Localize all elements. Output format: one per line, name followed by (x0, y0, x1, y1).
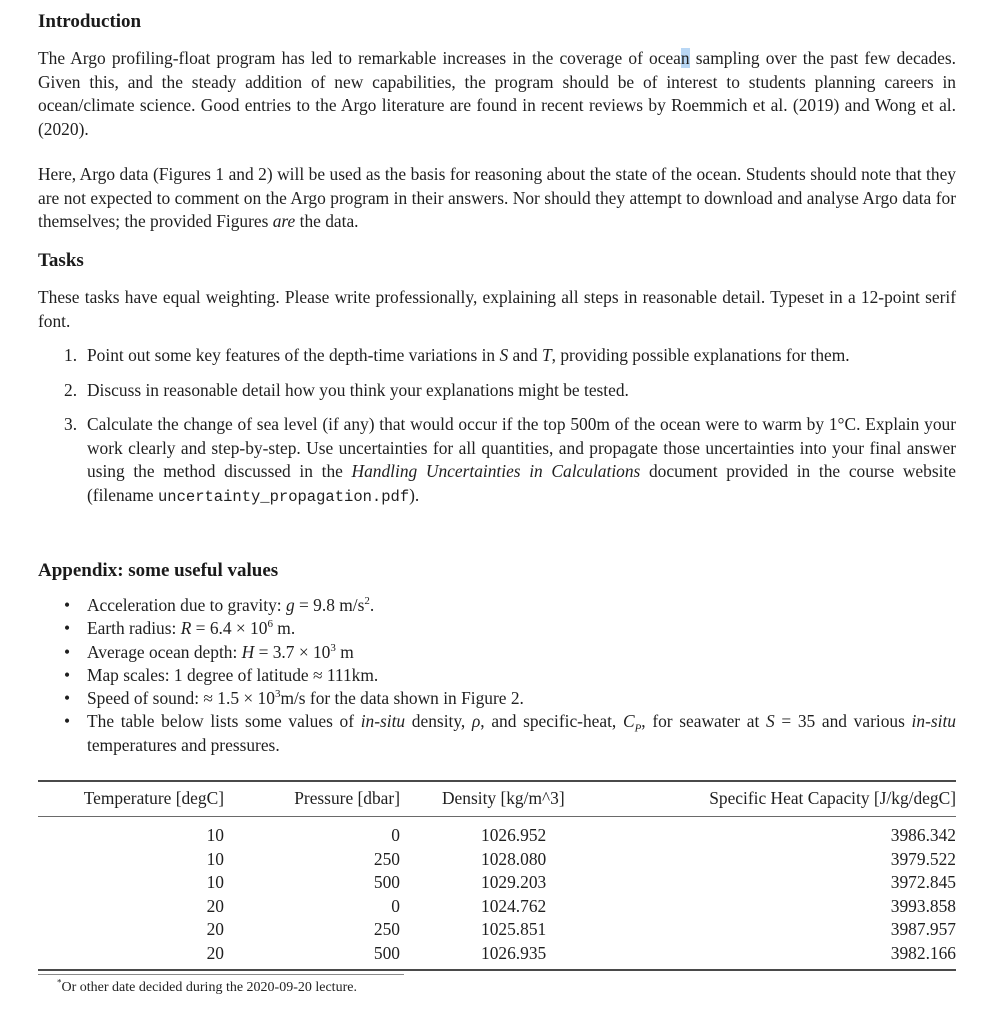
item-label: Average ocean depth: (87, 641, 242, 662)
task-text: ). (409, 484, 420, 505)
cell-temperature: 10 (206, 825, 224, 845)
task-text: Discuss in reasonable detail how you think your explanations might be tested. (87, 379, 629, 400)
item-value: = 9.8 m/s (294, 595, 365, 615)
appendix-item-gravity (38, 594, 956, 617)
cell-density: 1025.851 (481, 919, 547, 939)
table-row (38, 942, 956, 970)
intro-p2-text-b: the data. (295, 211, 359, 231)
task-number: 1. (64, 345, 78, 365)
cell-pressure: 0 (391, 825, 400, 845)
appendix-list (38, 594, 956, 757)
italic-term: in-situ (360, 711, 406, 732)
intro-paragraph-2 (38, 163, 956, 234)
footnote (57, 977, 357, 996)
task-text: , providing possible explanations for them. (551, 345, 850, 365)
cell-density: 1029.203 (481, 872, 547, 892)
item-tail: m/s for the data shown in Figure 2. (280, 688, 524, 709)
cell-density: 1026.952 (481, 825, 547, 845)
cell-temperature: 20 (206, 942, 224, 963)
text-selection-highlight[interactable]: n (680, 48, 690, 68)
item-label: Speed of sound: ≈ 1.5 × 10 (87, 688, 275, 709)
superscript: 2 (364, 595, 370, 608)
item-text: = 35 and various (774, 711, 912, 732)
intro-p2-text-a: Here, Argo data (Figures 1 and 2) will be used as the basis for reasoning about the state of the ocean. Students should note that they are not expected to comment on the Argo program in their answers. Nor should they attempt to download and analyse Argo data for themselves; the provided Figures (38, 164, 956, 231)
item-tail: . (369, 595, 375, 615)
superscript: 3 (274, 688, 281, 701)
cell-pressure: 250 (373, 848, 400, 869)
cell-temperature: 10 (206, 848, 224, 869)
task-item-2 (38, 379, 956, 403)
intro-p1-text-a: The Argo profiling-float program has led to remarkable increases in the coverage of ocea (38, 48, 681, 68)
column-header-density: Density [kg/m^3] (442, 788, 565, 808)
column-header-pressure: Pressure [dbar] (294, 788, 400, 808)
bullet-icon: • (64, 618, 71, 639)
footnote-marker: * (57, 977, 62, 988)
cell-specific-heat: 3987.957 (890, 919, 956, 939)
math-rho: ρ (471, 711, 481, 732)
cell-specific-heat: 3986.342 (890, 825, 956, 845)
cell-pressure: 500 (373, 872, 400, 892)
item-text: , and specific-heat, (480, 711, 623, 732)
task-item-3 (38, 413, 956, 509)
math-symbol: H (241, 641, 255, 662)
footnote-separator (38, 974, 404, 975)
cell-pressure: 0 (391, 895, 400, 916)
task-text: Calculate the change of sea level (if any) that would occur if the top 500m of the ocean were to warm by 1°C. Explain your work clearly and step-by-step. Use uncertainties for all quantities, and propagate those uncertainties into your final answer using the method discussed in the (87, 414, 956, 481)
math-s: S (765, 711, 775, 732)
item-tail: m (335, 641, 354, 662)
appendix-item-earth-radius (38, 617, 956, 640)
footnote-text: Or other date decided during the 2020-09-20 lecture. (61, 980, 357, 995)
superscript: 3 (330, 641, 336, 654)
item-value: = 6.4 × 10 (191, 618, 268, 639)
cell-specific-heat: 3979.522 (890, 848, 956, 869)
item-value: = 3.7 × 10 (254, 641, 331, 662)
table-row (38, 918, 956, 942)
item-label: Map scales: 1 degree of latitude ≈ 111km. (87, 664, 379, 685)
table-row (38, 871, 956, 895)
column-header-temperature: Temperature [degC] (83, 788, 224, 808)
superscript: 6 (267, 618, 273, 631)
tasks-intro-paragraph: These tasks have equal weighting. Please write professionally, explaining all steps in reasonable detail. Typeset in a 12-point serif font. (38, 287, 956, 331)
math-var-s: S (499, 345, 509, 365)
table-row (38, 817, 956, 848)
task-text: Point out some key features of the depth-time variations in (87, 345, 500, 365)
item-tail: m. (272, 618, 296, 639)
task-number: 3. (64, 414, 78, 434)
item-text: temperatures and pressures. (87, 734, 280, 755)
cell-density: 1026.935 (481, 942, 547, 963)
table-bottom-rule (38, 969, 956, 971)
task-text: and (508, 345, 542, 365)
tasks-list (38, 344, 956, 520)
math-symbol: g (285, 595, 295, 615)
italic-term: in-situ (911, 711, 956, 732)
task-number: 2. (64, 379, 78, 400)
cell-pressure: 250 (373, 919, 400, 939)
heading-tasks: Tasks (38, 250, 84, 271)
intro-paragraph-1[interactable] (38, 47, 956, 141)
cell-specific-heat: 3993.858 (890, 895, 956, 916)
appendix-item-map-scales (38, 664, 956, 687)
cell-temperature: 20 (206, 919, 224, 939)
math-var-t: T (541, 345, 552, 365)
table-header-row (38, 782, 956, 816)
table-row (38, 895, 956, 919)
cell-density: 1024.762 (481, 895, 547, 916)
appendix-item-speed-of-sound (38, 687, 956, 710)
cell-density: 1028.080 (481, 848, 547, 869)
appendix-item-ocean-depth (38, 641, 956, 664)
cell-temperature: 10 (206, 872, 224, 892)
cell-specific-heat: 3982.166 (890, 942, 956, 963)
task-item-1 (38, 344, 956, 368)
math-cp-subscript: P (634, 722, 642, 735)
heading-introduction: Introduction (38, 11, 142, 32)
cell-pressure: 500 (373, 942, 400, 963)
heading-appendix: Appendix: some useful values (38, 560, 279, 581)
intro-p2-emphasis: are (272, 211, 296, 231)
bullet-icon: • (64, 595, 71, 615)
appendix-item-table-description (38, 710, 956, 757)
bullet-icon: • (64, 664, 71, 685)
column-header-specific-heat: Specific Heat Capacity [J/kg/degC] (709, 788, 956, 808)
bullet-icon: • (64, 641, 71, 662)
math-symbol: R (180, 618, 192, 639)
item-text: The table below lists some values of (87, 711, 361, 732)
cell-temperature: 20 (206, 895, 224, 916)
cell-specific-heat: 3972.845 (890, 872, 956, 892)
bullet-icon: • (64, 688, 71, 709)
item-label: Acceleration due to gravity: (87, 595, 286, 615)
item-text: , for seawater at (641, 711, 766, 732)
seawater-properties-table (38, 780, 956, 971)
item-text: density, (405, 711, 472, 732)
task-text: document provided in the course website (filename (87, 461, 956, 505)
item-label: Earth radius: (87, 618, 181, 639)
bullet-icon: • (64, 711, 71, 732)
math-cp: C (622, 711, 635, 732)
table-row (38, 848, 956, 872)
document-title-reference: Handling Uncertainties in Calculations (351, 461, 641, 481)
filename-code: uncertainty_propagation.pdf (157, 487, 410, 506)
intro-p1-text-b: sampling over the past few decades. Given this, and the steady addition of new capabilities, the program should be of interest to students planning careers in ocean/climate science. Good entries to the Argo literature are found in recent reviews by Roemmich et al. (2019) and Wong et al. (2020). (38, 48, 956, 139)
